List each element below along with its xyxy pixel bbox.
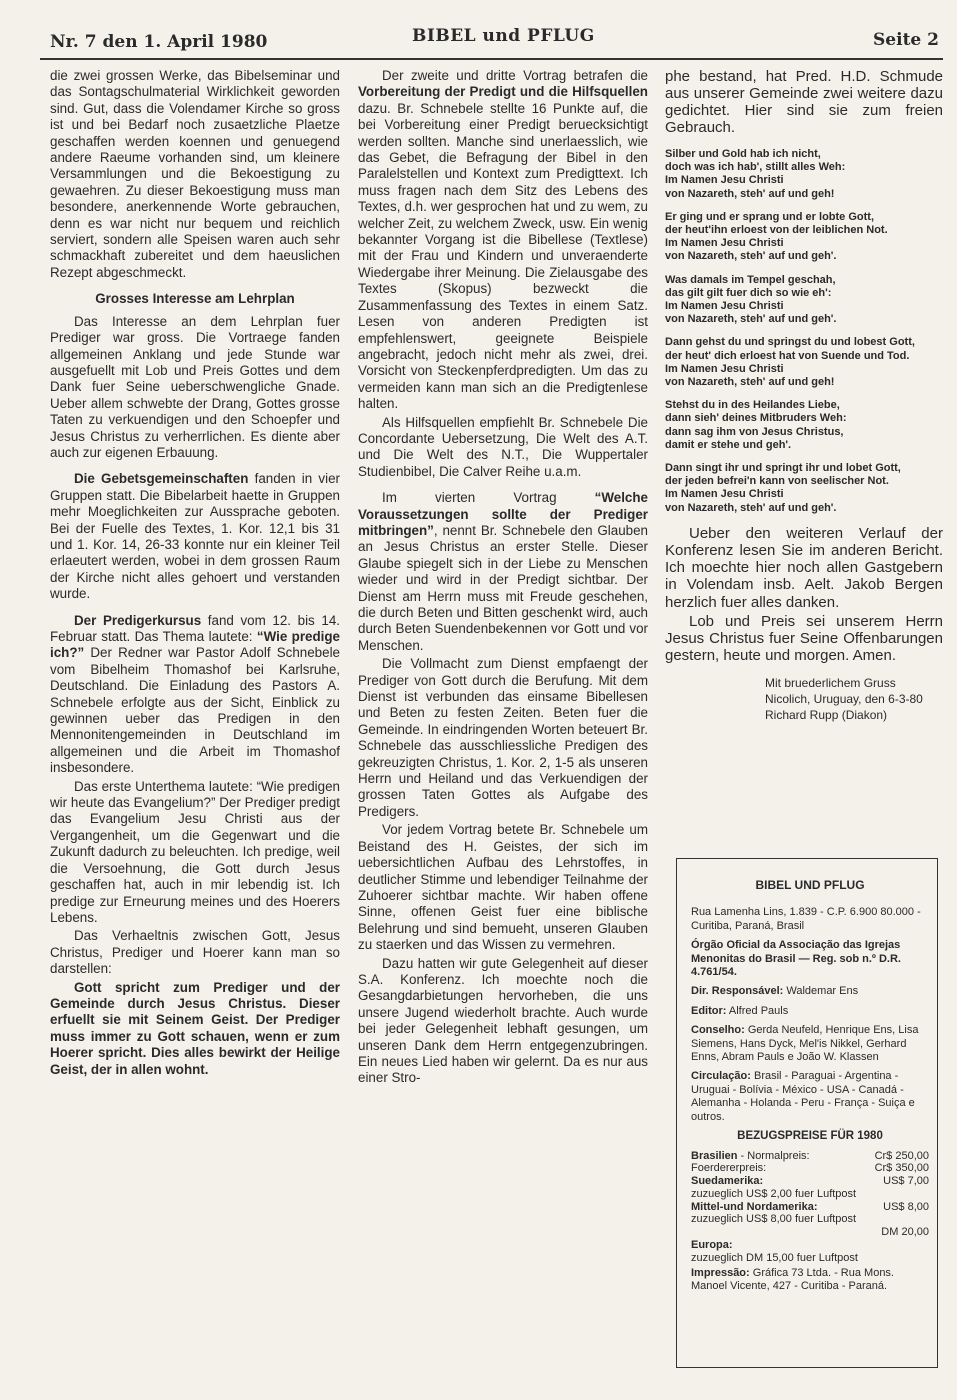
- printer-value: Gráfica 73 Ltda. - Rua Mons. Manoel Vicente, 427 - Curitiba - Paraná.: [691, 1266, 894, 1293]
- verse-line: Er ging und er sprang und er lobte Gott,: [665, 210, 874, 223]
- editor: [691, 1005, 929, 1018]
- verse-line: der jeden befrei'n kann von seelischer Not.: [665, 475, 889, 488]
- prices-title: BEZUGSPREISE FÜR 1980: [737, 1130, 883, 1143]
- price-value: [870, 1252, 929, 1265]
- box-title: BIBEL UND PFLUG: [755, 878, 865, 892]
- verse-line: das gilt gilt fuer dich so wie eh':: [665, 286, 832, 299]
- paragraph: Die Vollmacht zum Dienst empfaengt der Prediger von Gott durch die Berufung. Mit dem Dienst ist verbunden das einsame Bibellesen und Beten zu festen Zeiten. Beten fuer die Gemeinde. In eindringenden Worten beteuert Br. Schnebele das ausschliessliche Predigen des gekreuzigten Christus, 1. Kor. 2, 1-5 als unseren Herrn und Heiland und das Verkuendigen der grossen Taten Gottes als Aufgabe des Predigers.: [358, 656, 648, 819]
- council-label: Conselho:: [691, 1024, 745, 1037]
- paragraph: die zwei grossen Werke, das Bibelseminar und das Sontagschulmaterial Wirklichkeit geworden sind. Gut, dass die Volendamer Kirche so gross ist und bei Bedarf noch zusaetzliche Plaetze geschaffen werden koennen und genuegend andere Raeume vorhanden sind, um kleinere Versammlungen und die Bekoestigung zu gewaehren. Zu dieser Bekoestigung muss man besondere, anerkennende Worte gebrauchen, denn es war nicht nur bequem und reichlich serviert, sondern alle Speisen waren auch sehr schmackhaft zubereitet und dem haeuslichen Rezept abgeschmeckt.: [50, 68, 340, 280]
- paragraph: [358, 490, 648, 654]
- verse: [665, 211, 943, 264]
- song-verses: [665, 148, 943, 515]
- verse: [665, 336, 943, 389]
- price-row: [691, 1226, 929, 1239]
- paragraph-text: fand vom 12. bis 14. Februar statt. Das Thema lautete:: [50, 612, 340, 644]
- verse-line: damit er stehe und geh'.: [665, 438, 792, 451]
- place-date: Nicolich, Uruguay, den 6-3-80: [765, 691, 923, 706]
- verse-line: Im Namen Jesu Christi: [665, 488, 784, 501]
- paragraph: Vor jedem Vortrag betete Br. Schnebele um Beistand des H. Geistes, der sich im uebersichtlichen Aufbau des Lehrstoffes, in deutlicher Stimme und lebendiger Teilnahme der Zuhoerer sichtbar machte. Wir haben offene Sinne, offenen Geist fuer eine biblische Belehrung und sind bemueht, unseren Glauben zu staerken und das Wissen zu vermehren.: [358, 822, 648, 953]
- price-row: [691, 1213, 929, 1226]
- price-row: [691, 1188, 929, 1201]
- verse-line: Im Namen Jesu Christi: [665, 174, 784, 187]
- paragraph-text: Der Redner war Pastor Adolf Schnebele vom Bibelheim Thomashof bei Karlsruhe, Deutschland. Die Einladung des Pastors A. Schnebele erfolgte aus der Sicht, Einblick zu gewinnen ueber das Predigen in den Mennonitengemeinden in Deutschland im allgemeinen und die Arbeit im Thomashof insbesondere.: [50, 645, 340, 776]
- paragraph: Ueber den weiteren Verlauf der Konferenz lesen Sie im anderen Bericht. Ich moechte hier noch allen Gastgebern in Volendam insb. Aelt. Jakob Bergen herzlich fuer alles danken.: [665, 524, 943, 611]
- paragraph: [358, 68, 648, 413]
- verse: [665, 399, 943, 452]
- verse-line: von Nazareth, steh' auf und geh'.: [665, 501, 837, 514]
- paragraph: [50, 613, 340, 777]
- masthead-title: BIBEL und PFLUG: [412, 26, 595, 46]
- price-text: zuzueglich DM 15,00 fuer Luftpost: [691, 1251, 858, 1264]
- price-value: US$ 7,00: [883, 1175, 929, 1188]
- verse-line: von Nazareth, steh' auf und geh!: [665, 376, 835, 389]
- price-text: zuzueglich US$ 2,00 fuer Luftpost: [691, 1187, 857, 1200]
- verse-line: dann sieh' deines Mitbruders Weh:: [665, 412, 847, 425]
- verse-line: von Nazareth, steh' auf und geh'.: [665, 313, 837, 326]
- verse-line: Im Namen Jesu Christi: [665, 300, 784, 313]
- bold-lead: Der Predigerkursus: [74, 612, 202, 628]
- verse: [665, 274, 943, 327]
- price-row: [691, 1162, 929, 1175]
- paragraph: phe bestand, hat Pred. H.D. Schmude aus unserer Gemeinde zwei weitere dazu gedichtet. Hier sind sie zum freien Gebrauch.: [665, 68, 943, 136]
- paragraph-text: fanden in vier Gruppen statt. Die Bibelarbeit haette in Gruppen mehr Moeglichkeiten zur Aussprache geboten. Bei der Fuelle des Textes, 1. Kor. 12,1 bis 31 und 1. Kor. 14, 26-33 konnte nur ein kleiner Teil erlaeutert werden, wobei in dem grossen Raum der Kirche nicht alles gehoert und verstanden wurde.: [50, 471, 340, 602]
- editor-label: Editor:: [691, 1004, 727, 1017]
- verse-line: von Nazareth, steh' auf und geh'.: [665, 250, 837, 263]
- verse-line: Im Namen Jesu Christi: [665, 237, 784, 250]
- price-value: US$ 8,00: [883, 1200, 929, 1213]
- verse-line: Silber und Gold hab ich nicht,: [665, 148, 821, 160]
- price-row: [691, 1150, 929, 1163]
- verse-line: der heut'ihn erloest von der leiblichen Not.: [665, 224, 888, 237]
- price-value: DM 20,00: [881, 1226, 929, 1239]
- issue-date: Nr. 7 den 1. April 1980: [50, 32, 268, 52]
- price-row: [691, 1252, 929, 1265]
- price-value: [870, 1213, 929, 1226]
- paragraph-text: Im vierten Vortrag: [382, 490, 595, 506]
- council-value: Gerda Neufeld, Henrique Ens, Lisa Siemens, Hans Dyck, Mel'is Nikkel, Gerhard Enns, Abram Pauls e João W. Klassen: [691, 1024, 919, 1064]
- page-number: Seite 2: [873, 30, 939, 50]
- circulation-label: Circulação:: [691, 1070, 751, 1083]
- circulation: [691, 1070, 929, 1124]
- author: Richard Rupp (Diakon): [765, 707, 888, 722]
- price-row: [691, 1175, 929, 1188]
- price-text: - Normalpreis:: [737, 1149, 810, 1162]
- page-header: [40, 26, 943, 60]
- verse-line: Dann gehst du und springst du und lobest Gott,: [665, 336, 915, 349]
- verse: [665, 462, 943, 515]
- price-row: [691, 1201, 929, 1214]
- director-value: Waldemar Ens: [783, 985, 859, 998]
- paragraph: Das erste Unterthema lautete: “Wie predigen wir heute das Evangelium?” Der Prediger predigt das Evangelium Jesu Christi aus der Vergangenheit, um die Gegenwart und die Zukunft dadurch zu beleuchten. Ich predige, weil die Versoehnung, die Gott durch Jesus geschaffen hat, auch in mir lebendig ist. Ich predige zur Erneurung meines und des Hoerers Lebens.: [50, 778, 340, 925]
- price-label: Suedamerika:: [691, 1175, 764, 1188]
- official-organ: Órgão Oficial da Associação das Igrejas Menonitas do Brasil — Reg. sob n.º D.R. 4.761/54.: [691, 939, 901, 979]
- price-text: zuzueglich US$ 8,00 fuer Luftpost: [691, 1213, 857, 1226]
- price-label: Mittel-und Nordamerika:: [691, 1200, 818, 1213]
- column-1: [50, 68, 340, 1080]
- address: Rua Lamenha Lins, 1.839 - C.P. 6.900 80.000 - Curitiba, Paraná, Brasil: [691, 906, 921, 932]
- director: [691, 985, 929, 998]
- verse-line: dann sag ihm von Jesus Christus,: [665, 425, 844, 438]
- price-value: Cr$ 250,00: [874, 1149, 929, 1162]
- paragraph: Als Hilfsquellen empfiehlt Br. Schnebele Die Concordante Uebersetzung, Die Welt des A.T. und Die Welt des N.T., Die Wuppertaler Studienbibel, Die Calver Reihe u.a.m.: [358, 414, 648, 479]
- bold-lead: Die Gebetsgemeinschaften: [74, 471, 249, 487]
- paragraph: Lob und Preis sei unserem Herrn Jesus Christus fuer Seine Offenbarungen gestern, heute und morgen. Amen.: [665, 612, 943, 665]
- paragraph: Gott spricht zum Prediger und der Gemeinde durch Jesus Christus. Dieser erfuellt sie mit Seinem Geist. Der Prediger muss immer zu Gott schauen, wenn er zum Hoerer spricht. Dies alles bewirkt der Heilige Geist, der in allen wohnt.: [50, 979, 340, 1077]
- bold-title: “Welche Voraussetzungen sollte der Prediger mitbringen”: [358, 490, 648, 538]
- greeting: Mit bruederlichem Gruss: [765, 675, 896, 690]
- verse-line: der heut' dich erloest hat von Suende und Tod.: [665, 349, 910, 362]
- column-3: [665, 68, 943, 723]
- price-label: Europa:: [691, 1239, 733, 1252]
- paragraph: [50, 471, 340, 602]
- price-value: [870, 1239, 929, 1252]
- paragraph: Dazu hatten wir gute Gelegenheit auf dieser S.A. Konferenz. Ich moechte noch die Gesangdarbietungen hervorheben, die uns unsere Jugend wiederholt brachte. Auch wurde bei jeder Gelegenheit lebhaft gesungen, um unseren Dank dem Herrn entgegenzubringen. Ein neues Lied haben wir gelernt. Da es nur aus einer Stro-: [358, 955, 648, 1086]
- publication-info-box: [676, 858, 938, 1368]
- paragraph: Das Verhaeltnis zwischen Gott, Jesus Christus, Prediger und Hoerer kann man so darstellen:: [50, 928, 340, 977]
- signature-block: [665, 675, 943, 723]
- printer-label: Impressão:: [691, 1266, 750, 1279]
- price-value: [870, 1188, 929, 1201]
- verse-line: Dann singt ihr und springt ihr und lobet Gott,: [665, 462, 901, 475]
- paragraph-text: , nennt Br. Schnebele den Glauben an Jesus Christus an erster Stelle. Dieser Glaube spiegelt sich in der Liebe zu Menschen wieder und wird in der Predigt sichtbar. Der Dienst am Herrn muss mit Freude geschehen, die durch Beten und Bitten geschenkt wird, auch durch Beten Suendenbekennen vor Gott und vor Menschen.: [358, 522, 648, 653]
- price-text: Foerdererpreis:: [691, 1162, 767, 1175]
- verse-line: doch was ich hab', stillt alles Weh:: [665, 161, 846, 174]
- verse-line: von Nazareth, steh' auf und geh!: [665, 187, 835, 200]
- paragraph-text: Der zweite und dritte Vortrag betrafen die: [382, 68, 648, 83]
- subheading: Grosses Interesse am Lehrplan: [95, 291, 295, 307]
- verse-line: Was damals im Tempel geschah,: [665, 273, 836, 286]
- bold-title: Vorbereitung der Predigt und die Hilfsquellen: [358, 84, 648, 100]
- director-label: Dir. Responsável:: [691, 985, 784, 998]
- editor-value: Alfred Pauls: [726, 1004, 789, 1017]
- bold-title: “Wie predige ich?”: [50, 629, 340, 661]
- circulation-value: Brasil - Paraguai - Argentina - Uruguai - Bolívia - México - USA - Canadá - Alemanha - Holanda - Peru - França - Suiça e outros.: [691, 1070, 915, 1123]
- price-value: Cr$ 350,00: [874, 1162, 929, 1175]
- price-label: Brasilien: [691, 1149, 738, 1162]
- verse-line: Im Namen Jesu Christi: [665, 362, 784, 375]
- price-row: [691, 1239, 929, 1252]
- paragraph: Das Interesse an dem Lehrplan fuer Prediger war gross. Die Vortraege fanden allgemeinen Anklang und jede Stunde war ausgefuellt mit Lob und Preis Gottes und dem Dank fuer Seine ueberschwengliche Gnade. Ueber allem schwebte der Drang, Gottes grosse Taten zu verkuendigen und den Schoepfer und Jesus Christus zu verherrlichen. Es diente aber auch zur eigenen Erbauung.: [50, 313, 340, 460]
- printer: [691, 1267, 929, 1294]
- verse-line: Stehst du in des Heilandes Liebe,: [665, 399, 840, 412]
- column-2: [358, 68, 648, 1089]
- verse: [665, 148, 943, 201]
- council: [691, 1024, 929, 1064]
- price-table: [691, 1150, 929, 1265]
- paragraph-text: dazu. Br. Schnebele stellte 16 Punkte auf, die bei Vorbereitung einer Predigt beruecksichtigt werden sollten. Manche sind unerlaesslich, wie das Gebet, die Befragung der Bibel in den Paralelstellen und Kontext zum Predigttext. Ich muss fragen nach dem Sitz des Lebens des Textes, d.h. wer gesprochen hat und zu wem, zu welcher Zeit, zu welchem Zweck, usw. Ein wenig bekannter Vorgang ist die Bibellese (Textlese) mit der Frau und Kindern und unveraenderte Wiedergabe ihrer Meinung. Die Zielausgabe des Textes (Skopus) bezweckt die Zusammenfassung des Textes in einem Satz. Lesen von anderen Predigten ist empfehlenswert, geeignete Beispiele angebracht, jedoch nicht mehr als zwei, drei. Vorsicht von Steckenpferdpredigten. Um das zu vermeiden kann man sich an die Predigtenlese halten.: [358, 100, 648, 412]
